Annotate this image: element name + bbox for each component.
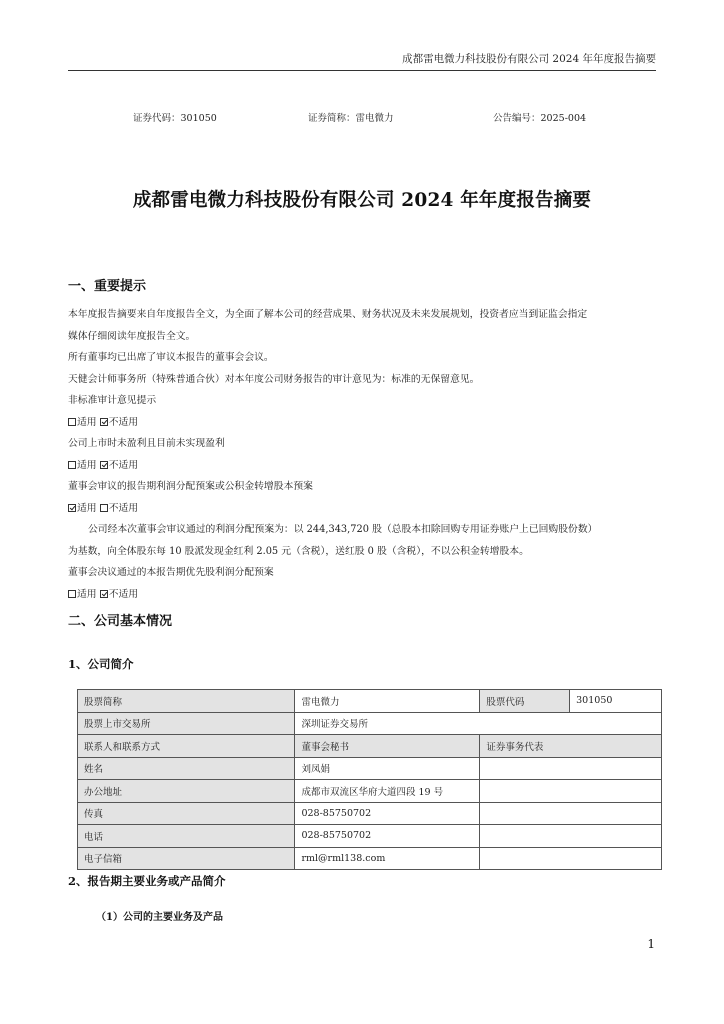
note-line: 所有董事均已出席了审议本报告的董事会会议。: [68, 352, 274, 363]
option-label: 适用: [77, 588, 97, 600]
table-label-cell: 股票简称: [78, 690, 295, 713]
table-label-cell: 电话: [78, 825, 295, 848]
checkbox-row-audit: [68, 412, 658, 434]
note-line: 董事会审议的报告期利润分配预案或公积金转增股本预案: [68, 481, 313, 492]
checked-checkbox-icon: [100, 461, 108, 469]
table-label-cell: 股票代码: [480, 690, 570, 713]
section-heading-basic-info: 二、公司基本情况: [68, 614, 173, 629]
option-label: 不适用: [108, 459, 139, 471]
checked-checkbox-icon: [68, 504, 76, 512]
table-value-cell: rml@rml138.com: [295, 847, 480, 870]
option-label: 不适用: [108, 416, 139, 428]
table-value-cell: 成都市双流区华府大道四段 19 号: [295, 780, 480, 803]
table-header-cell: 董事会秘书: [295, 735, 480, 758]
subsection-main-business: 2、报告期主要业务或产品简介: [68, 874, 226, 888]
table-row: [78, 847, 662, 870]
note-line: 公司上市时未盈利且目前未实现盈利: [68, 438, 225, 449]
table-row: [78, 802, 662, 825]
dividend-plan-line: 公司经本次董事会审议通过的利润分配预案为：以 244,343,720 股（总股本扣除回购专用证券账户上已回购股份数）: [88, 524, 598, 535]
header-divider: [68, 70, 656, 71]
table-value-cell: 深圳证券交易所: [295, 712, 662, 735]
notice-number: [493, 110, 586, 124]
section-heading-important: 一、重要提示: [68, 279, 147, 294]
unchecked-checkbox-icon: [68, 590, 76, 598]
subsection-main-products: （1）公司的主要业务及产品: [96, 912, 223, 923]
checked-checkbox-icon: [100, 590, 108, 598]
unchecked-checkbox-icon: [68, 461, 76, 469]
subsection-company-profile: 1、公司简介: [68, 657, 134, 671]
note-line: 董事会决议通过的本报告期优先股利润分配预案: [68, 567, 274, 578]
table-value-cell: 028-85750702: [295, 802, 480, 825]
note-line: 本年度报告摘要来自年度报告全文，为全面了解本公司的经营成果、财务状况及未来发展规划，投资者应当到证监会指定: [68, 309, 588, 320]
table-label-cell: 股票上市交易所: [78, 712, 295, 735]
option-label: 适用: [77, 459, 97, 471]
note-line: 媒体仔细阅读年度报告全文。: [68, 330, 196, 342]
company-profile-table: [77, 689, 662, 870]
table-label-cell: 办公地址: [78, 780, 295, 803]
table-label-cell: 传真: [78, 802, 295, 825]
checkbox-row-dividend: [68, 498, 658, 520]
option-label: 不适用: [108, 588, 139, 600]
table-label-cell: 姓名: [78, 757, 295, 780]
table-value-cell: [480, 825, 662, 848]
table-value-cell: 雷电微力: [295, 690, 480, 713]
option-label: 适用: [77, 502, 97, 514]
security-code-label: 证券代码：: [133, 113, 181, 124]
checked-checkbox-icon: [100, 418, 108, 426]
page-number: 1: [647, 937, 655, 951]
document-title: 成都雷电微力科技股份有限公司 2024 年年度报告摘要: [132, 190, 592, 211]
table-row: [78, 757, 662, 780]
table-row: [78, 735, 662, 758]
security-code-value: 301050: [180, 113, 217, 124]
running-header: 成都雷电微力科技股份有限公司 2024 年年度报告摘要: [402, 53, 656, 65]
unchecked-checkbox-icon: [68, 418, 76, 426]
security-code: [133, 110, 217, 124]
table-value-cell: 028-85750702: [295, 825, 480, 848]
table-value-cell: [480, 757, 662, 780]
table-row: [78, 825, 662, 848]
table-label-cell: 联系人和联系方式: [78, 735, 295, 758]
unchecked-checkbox-icon: [100, 504, 108, 512]
notice-number-value: 2025-004: [540, 113, 587, 124]
note-line: 非标准审计意见提示: [68, 395, 157, 406]
security-abbr-value: 雷电微力: [355, 113, 394, 124]
security-abbr-label: 证券简称：: [308, 113, 356, 124]
table-row: [78, 780, 662, 803]
checkbox-row-preferred: [68, 584, 658, 606]
table-label-cell: 电子信箱: [78, 847, 295, 870]
checkbox-row-profit: [68, 455, 658, 477]
table-header-cell: 证券事务代表: [480, 735, 662, 758]
option-label: 适用: [77, 416, 97, 428]
table-value-cell: 刘凤娟: [295, 757, 480, 780]
note-line: 天健会计师事务所（特殊普通合伙）对本年度公司财务报告的审计意见为：标准的无保留意见。: [68, 373, 480, 385]
security-abbr: [308, 110, 394, 124]
table-row: [78, 712, 662, 735]
table-value-cell: [480, 802, 662, 825]
important-notes: [68, 304, 658, 605]
table-value-cell: [480, 847, 662, 870]
notice-number-label: 公告编号：: [493, 113, 541, 124]
table-value-cell: [480, 780, 662, 803]
option-label: 不适用: [108, 502, 139, 514]
dividend-plan-line: 为基数，向全体股东每 10 股派发现金红利 2.05 元（含税），送红股 0 股（含税），不以公积金转增股本。: [68, 545, 529, 557]
table-row: [78, 690, 662, 713]
table-value-cell: 301050: [570, 690, 662, 713]
